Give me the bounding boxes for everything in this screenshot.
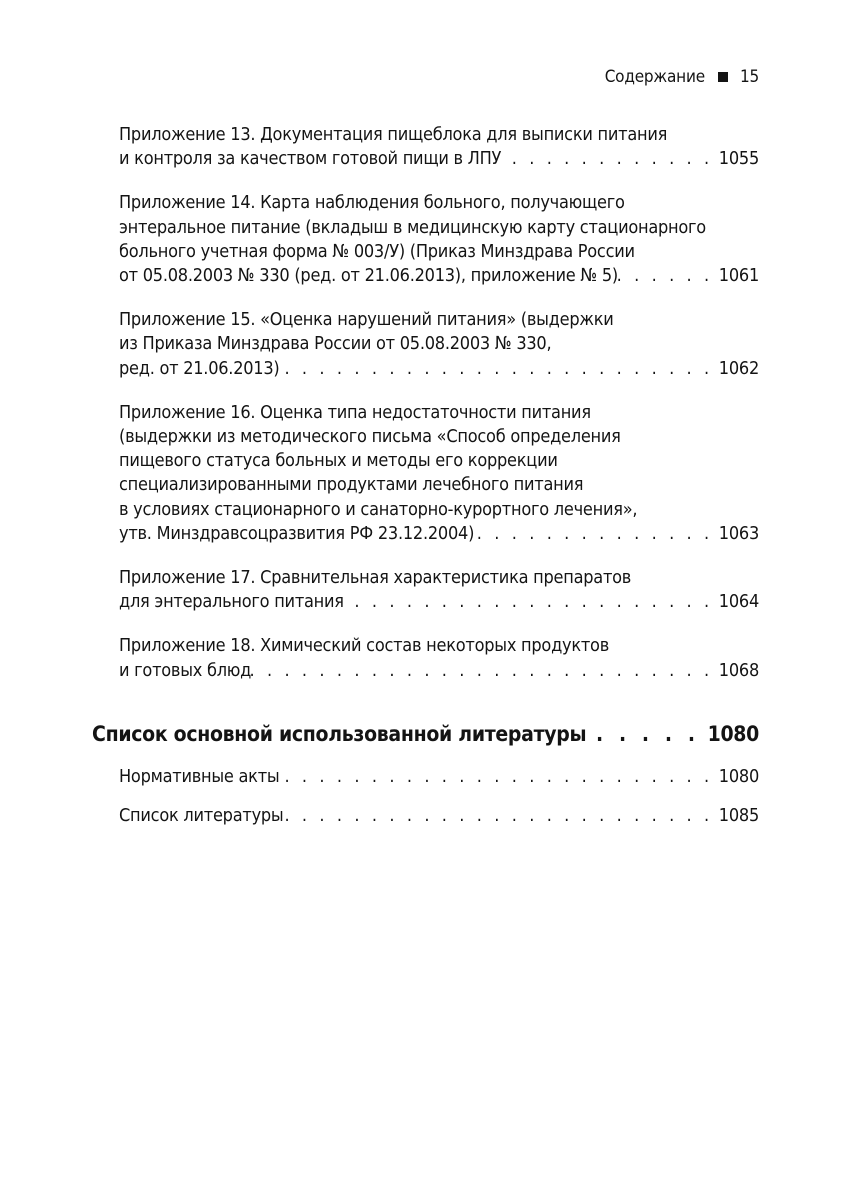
toc-entry-line: ред. от 21.06.2013) <box>119 357 280 379</box>
toc-entry-appendix-13[interactable] <box>0 123 849 171</box>
toc-section-title: Список основной использованной литературы <box>92 721 587 746</box>
toc-entry-line: Приложение 17. Сравнительная характеристика препаратов <box>119 567 632 589</box>
running-head-page-number: 15 <box>739 67 759 87</box>
toc-entry-line: Приложение 18. Химический состав некоторых продуктов <box>119 635 610 657</box>
toc-page-number: 1085 <box>718 805 759 827</box>
toc-entry-line: от 05.08.2003 № 330 (ред. от 21.06.2013), приложение № 5) <box>119 265 618 287</box>
toc-section-literature[interactable] <box>0 721 849 747</box>
dot-leader <box>279 765 718 789</box>
toc-entry-line: (выдержки из методического письма «Способ определения <box>119 426 621 448</box>
toc-entry-line: в условиях стационарного и санаторно-курортного лечения», <box>119 498 638 520</box>
dot-leader <box>251 659 719 683</box>
toc-entry-line: Приложение 16. Оценка типа недостаточности питания <box>119 401 591 423</box>
toc-entry-line: Приложение 13. Документация пищеблока для выписки питания <box>119 124 668 145</box>
toc-entry-line: пищевого статуса больных и методы его коррекции <box>119 450 558 472</box>
toc-entry-line: утв. Минздравсоцразвития РФ 23.12.2004) <box>119 522 475 544</box>
table-of-contents <box>0 123 849 843</box>
toc-page-number: 1080 <box>718 765 759 787</box>
toc-page-number: 1062 <box>718 357 759 379</box>
running-head-section: Содержание <box>604 67 705 87</box>
toc-entry-bibliography[interactable] <box>0 804 849 828</box>
toc-page-number: 1055 <box>718 148 759 170</box>
dot-leader <box>618 264 719 288</box>
toc-entry-line: больного учетная форма № 003/У) (Приказ Минздрава России <box>119 240 635 262</box>
dot-leader <box>586 721 707 747</box>
toc-page-number: 1063 <box>718 522 759 544</box>
dot-leader <box>344 590 719 614</box>
toc-entry-appendix-14[interactable] <box>0 191 849 288</box>
toc-entry-line: и контроля за качеством готовой пищи в ЛПУ <box>119 148 502 170</box>
dot-leader <box>501 147 719 171</box>
toc-entry-appendix-17[interactable] <box>0 566 849 614</box>
toc-entry-line: Приложение 14. Карта наблюдения больного, получающего <box>119 192 625 214</box>
toc-entry-line: и готовых блюд <box>119 659 252 681</box>
toc-entry-appendix-15[interactable] <box>0 308 849 381</box>
dot-leader <box>283 804 718 828</box>
toc-entry-line: специализированными продуктами лечебного питания <box>119 474 584 496</box>
toc-entry-line: Список литературы <box>119 805 284 827</box>
dot-leader <box>279 357 718 381</box>
toc-entry-line: для энтерального питания <box>119 591 344 613</box>
toc-entry-line: энтеральное питание (вкладыш в медицинскую карту стационарного <box>119 216 706 238</box>
toc-entry-appendix-16[interactable] <box>0 401 849 546</box>
toc-page-number: 1068 <box>718 659 759 681</box>
toc-page-number: 1064 <box>718 591 759 613</box>
toc-entry-appendix-18[interactable] <box>0 634 849 682</box>
square-bullet-icon <box>718 72 728 82</box>
toc-page-number: 1080 <box>707 721 759 746</box>
toc-entry-normative-acts[interactable] <box>0 765 849 789</box>
dot-leader <box>474 522 719 546</box>
toc-entry-line: из Приказа Минздрава России от 05.08.2003 № 330, <box>119 333 552 355</box>
toc-entry-line: Нормативные акты <box>119 765 280 787</box>
toc-page-number: 1061 <box>718 265 759 287</box>
running-head <box>605 66 759 88</box>
toc-entry-line: Приложение 15. «Оценка нарушений питания» (выдержки <box>119 309 614 331</box>
